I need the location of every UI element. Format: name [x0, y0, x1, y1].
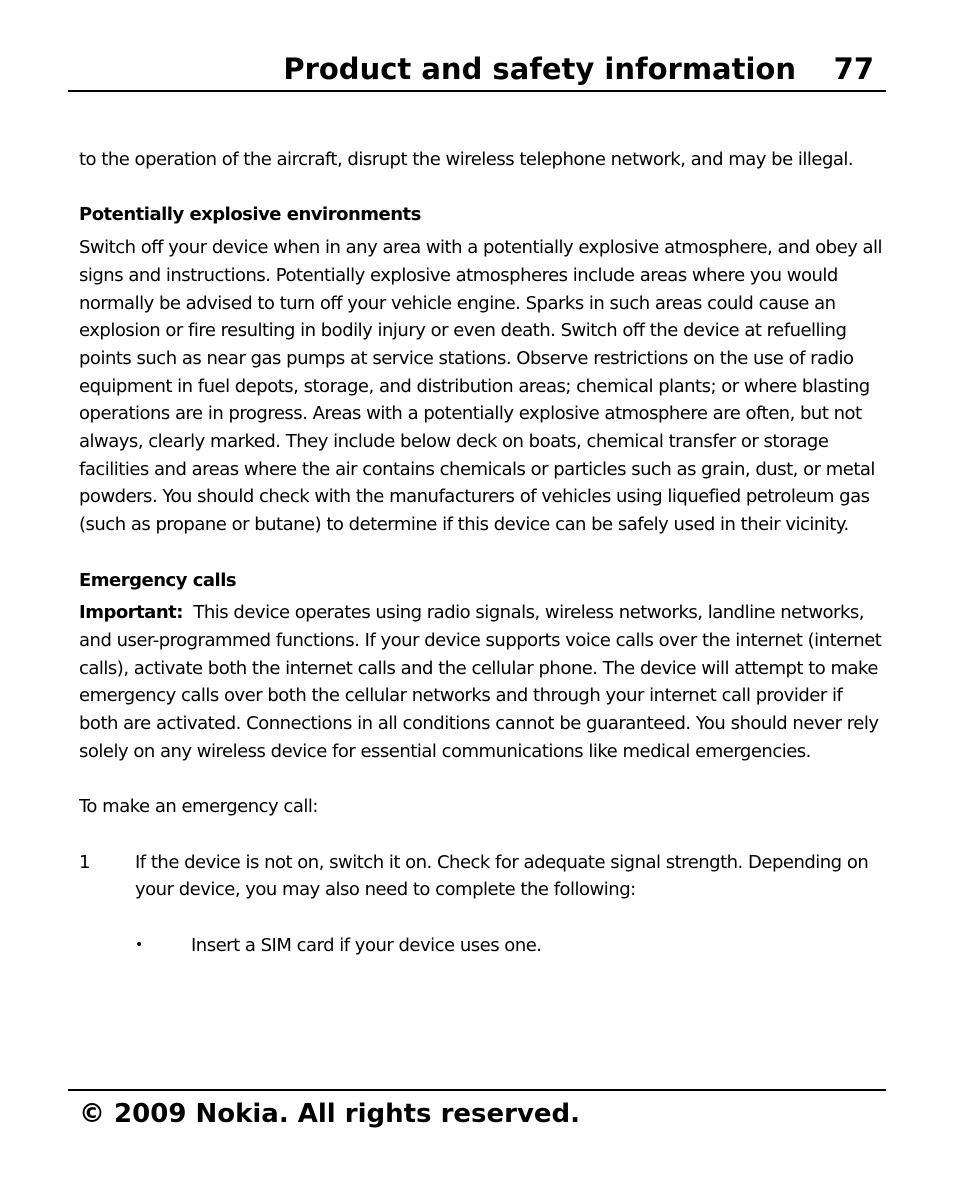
- section-heading-explosive: Potentially explosive environments: [79, 204, 421, 226]
- page-title: Product and safety information: [283, 52, 796, 86]
- page-header: [68, 48, 886, 92]
- spacer: [79, 765, 884, 793]
- page-number: 77: [833, 52, 874, 86]
- step-item: [79, 849, 884, 904]
- important-label: Important:: [79, 602, 183, 624]
- explosive-paragraph: Switch off your device when in any area with a potentially explosive atmosphere, and obey all signs and instructions. Potentially explosive atmospheres include areas where you would normally be advised to turn off your vehicle engine. Sparks in such areas could cause an explosion or fire resulting in bodily injury or even death. Switch off the device at refuelling points such as near gas pumps at service stations. Observe restrictions on the use of radio equipment in fuel depots, storage, and distribution areas; chemical plants; or where blasting operations are in progress. Areas with a potentially explosive atmosphere are often, but not always, clearly marked. They include below deck on boats, chemical transfer or storage facilities and areas where the air contains chemicals or particles such as grain, dust, or metal powders. You should check with the manufacturers of vehicles using liquefied petroleum gas (such as propane or butane) to determine if this device can be safely used in their vicinity.: [79, 237, 883, 536]
- spacer: [79, 821, 884, 849]
- bullet-item: [79, 932, 884, 960]
- emergency-intro: To make an emergency call:: [79, 796, 318, 818]
- copyright-notice: © 2009 Nokia. All rights reserved.: [79, 1099, 581, 1129]
- spacer: [79, 539, 884, 567]
- section-heading-emergency: Emergency calls: [79, 569, 237, 591]
- page-content: [79, 146, 884, 959]
- important-paragraph: [79, 599, 884, 765]
- spacer: [79, 904, 884, 932]
- page-footer: [68, 1089, 886, 1129]
- important-body: This device operates using radio signals, wireless networks, landline networks, and user-programmed functions. If your device supports voice calls over the internet (internet calls), activate both the internet calls and the cellular phone. The device will attempt to make emergency calls over both the cellular networks and through your internet call provider if both are activated. Connections in all conditions cannot be guaranteed. You should never rely solely on any wireless device for essential communications like medical emergencies.: [79, 602, 882, 762]
- spacer: [79, 174, 884, 202]
- step-text: If the device is not on, switch it on. Check for adequate signal strength. Depending on your device, you may also need to complete the following:: [135, 851, 869, 901]
- bullet-text: Insert a SIM card if your device uses one.: [191, 934, 542, 956]
- step-number: 1: [79, 851, 90, 873]
- bullet-icon: •: [135, 936, 143, 953]
- intro-paragraph: to the operation of the aircraft, disrupt the wireless telephone network, and may be illegal.: [79, 149, 854, 170]
